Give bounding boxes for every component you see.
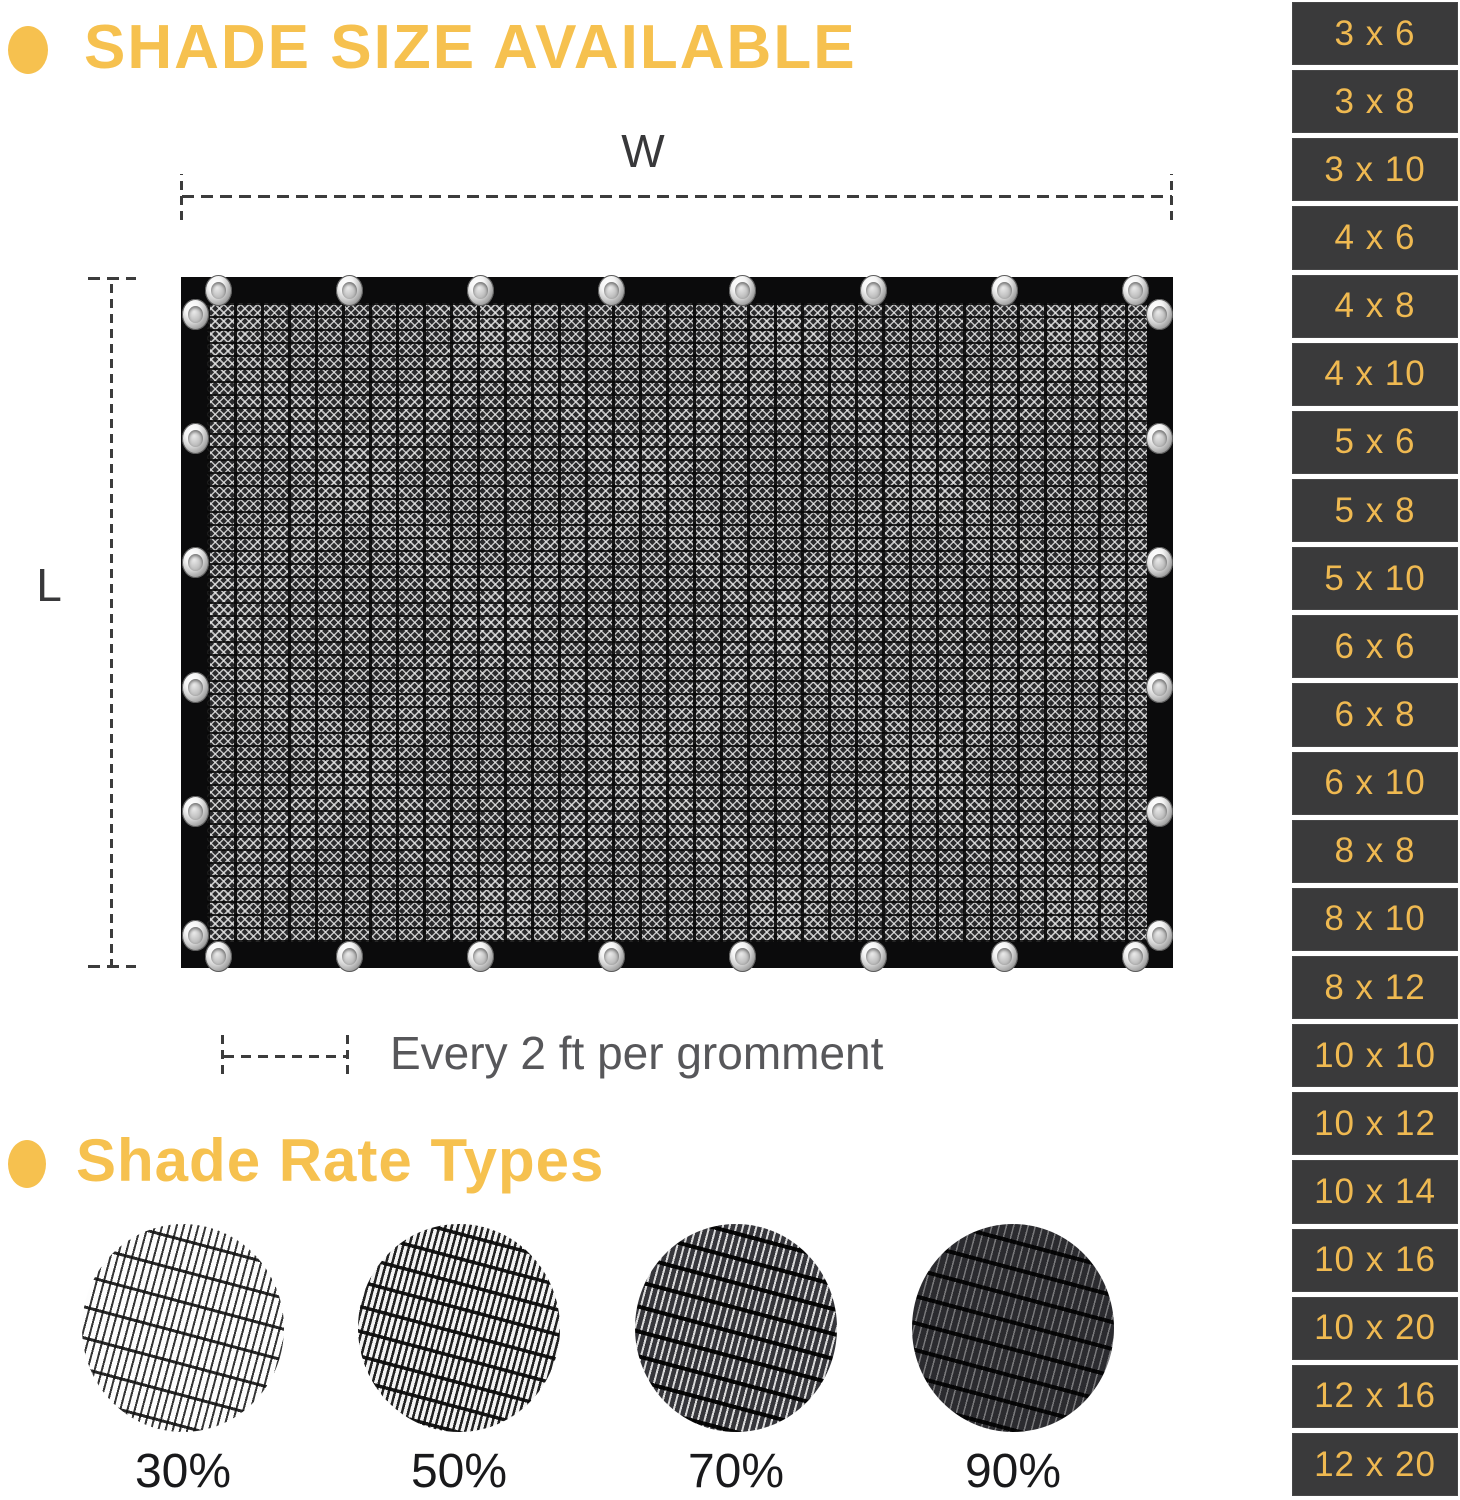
width-dimension-tick-left: [180, 174, 183, 220]
size-box: 5 x 6: [1292, 411, 1458, 474]
grommet: [336, 941, 363, 972]
size-box: 5 x 10: [1292, 547, 1458, 610]
grommet: [1122, 275, 1149, 306]
shade-sample-90-percent: [912, 1224, 1114, 1432]
grommet-spacing-line: [224, 1055, 346, 1058]
size-box: 3 x 8: [1292, 70, 1458, 133]
grommet: [860, 941, 887, 972]
size-box: 3 x 10: [1292, 138, 1458, 201]
size-box: 4 x 8: [1292, 275, 1458, 338]
shade-rate-label: 90%: [964, 1445, 1062, 1498]
length-dimension-line: [110, 278, 113, 968]
grommet: [467, 275, 494, 306]
grommet: [991, 941, 1018, 972]
size-box: 8 x 8: [1292, 820, 1458, 883]
shade-net: [181, 277, 1173, 968]
grommet: [182, 672, 209, 703]
grommet: [1146, 796, 1173, 827]
size-box: 4 x 10: [1292, 343, 1458, 406]
width-dimension-line: [182, 195, 1172, 198]
size-box: 10 x 12: [1292, 1092, 1458, 1155]
grommet: [182, 796, 209, 827]
size-box: 12 x 16: [1292, 1365, 1458, 1428]
grommet-spacing-note: Every 2 ft per gromment: [390, 1027, 884, 1079]
size-box: 10 x 16: [1292, 1229, 1458, 1292]
size-list: [1292, 2, 1458, 1496]
size-box: 5 x 8: [1292, 479, 1458, 542]
length-dimension-tick-top: [88, 277, 136, 280]
size-box: 10 x 14: [1292, 1160, 1458, 1223]
size-box: 8 x 10: [1292, 888, 1458, 951]
grommet: [598, 275, 625, 306]
grommet: [467, 941, 494, 972]
size-box: 12 x 20: [1292, 1433, 1458, 1496]
grommet: [182, 423, 209, 454]
shade-mesh-texture: [207, 303, 1147, 942]
grommet: [182, 920, 209, 951]
grommet: [729, 275, 756, 306]
grommet-spacing-tick-left: [221, 1034, 224, 1074]
grommet: [1146, 672, 1173, 703]
grommet: [182, 547, 209, 578]
grommet: [1146, 547, 1173, 578]
width-dimension-label: W: [621, 125, 665, 177]
shade-sample-50-percent: [358, 1224, 560, 1432]
size-box: 6 x 8: [1292, 683, 1458, 746]
bullet-icon: [8, 1140, 46, 1188]
grommet: [205, 941, 232, 972]
section-title-shade-size: SHADE SIZE AVAILABLE: [84, 13, 857, 82]
size-box: 6 x 6: [1292, 615, 1458, 678]
length-dimension-label: L: [36, 559, 62, 611]
grommet: [336, 275, 363, 306]
section-title-shade-rate: Shade Rate Types: [76, 1127, 605, 1194]
grommet: [182, 299, 209, 330]
width-dimension-tick-right: [1170, 174, 1173, 220]
shade-sample-30-percent: [82, 1224, 284, 1432]
size-box: 10 x 10: [1292, 1024, 1458, 1087]
length-dimension-tick-bottom: [88, 965, 136, 968]
size-box: 8 x 12: [1292, 956, 1458, 1019]
size-box: 10 x 20: [1292, 1297, 1458, 1360]
grommet: [1122, 941, 1149, 972]
shade-sample-70-percent: [635, 1224, 837, 1432]
grommet: [1146, 920, 1173, 951]
grommet: [860, 275, 887, 306]
grommet: [598, 941, 625, 972]
grommet: [729, 941, 756, 972]
grommet: [1146, 299, 1173, 330]
grommet: [205, 275, 232, 306]
shade-rate-label: 50%: [410, 1445, 508, 1498]
size-box: 6 x 10: [1292, 752, 1458, 815]
grommet-spacing-tick-right: [346, 1034, 349, 1074]
grommet: [991, 275, 1018, 306]
size-box: 3 x 6: [1292, 2, 1458, 65]
shade-rate-label: 30%: [134, 1445, 232, 1498]
grommet: [1146, 423, 1173, 454]
shade-rate-label: 70%: [687, 1445, 785, 1498]
size-box: 4 x 6: [1292, 206, 1458, 269]
bullet-icon: [8, 26, 48, 74]
